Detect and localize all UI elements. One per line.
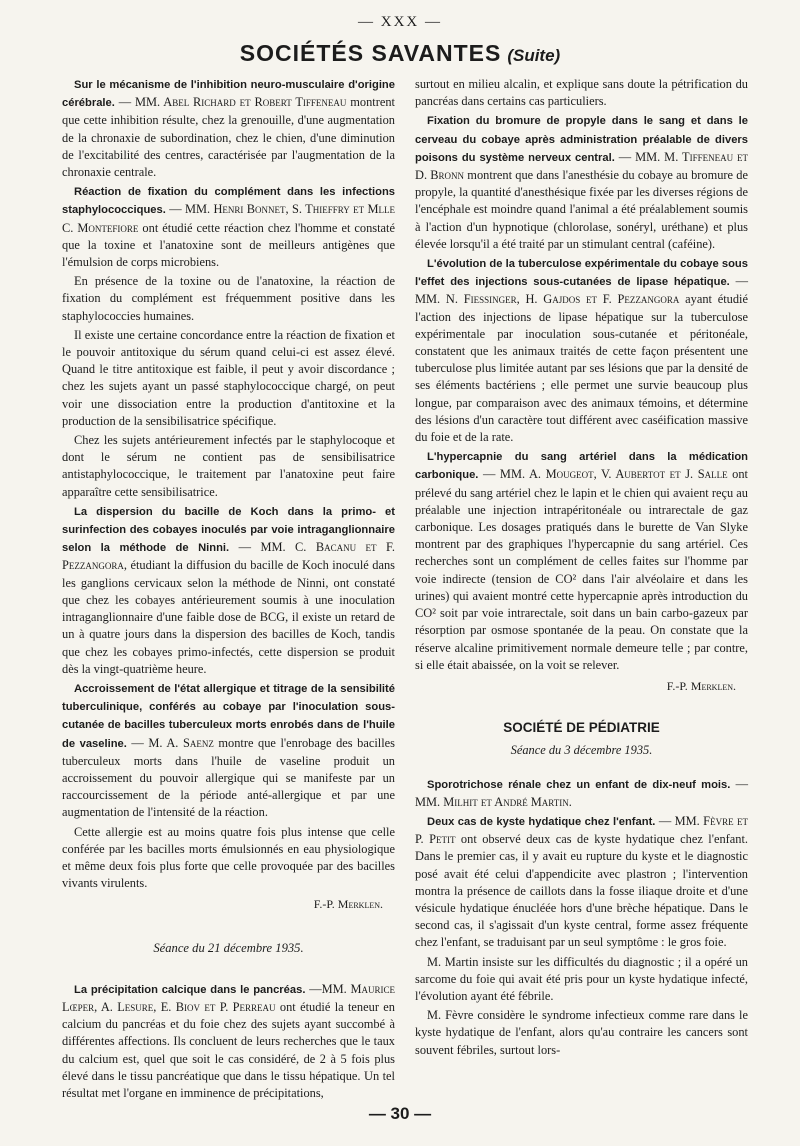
article-title: La précipitation calcique dans le pancréas.	[74, 983, 306, 996]
article-text: montre que l'enrobage des bacilles tuberculeux morts dans l'huile de vaseline produit un accroissement du pouvoir allergique qui se manifeste par un raccourcissement de la période anté-allergique et par une augmentation de l'intensité de la réaction.	[62, 735, 395, 820]
article-text: montrent que cette inhibition résulte, chez la grenouille, d'une augmentation de la chronaxie de subordination, chez le chien, d'une diminution de l'excitabilité des centres, caractérisée par l'augmentation de la chronaxie centrale.	[62, 95, 395, 180]
article-text: montrent que dans l'anesthésie du cobaye au bromure de propyle, la quantité d'anesthésique fixée par les diverses régions de l'encéphale est moindre quand l'animal a été préalablement soumis à l'action d'un hypnotique (chlorolase, sonéryl, uréthane) et plus élevée lorsqu'il a été traité par un stimulant central (caféine).	[415, 168, 748, 251]
article-authors: — MM. C. Bacanu et F. Pezzangora,	[62, 540, 396, 573]
article-complement	[62, 183, 395, 271]
article-text: ayant étudié l'action des injections de lipase hépatique sur la tuberculose expérimentale par inoculation sous-cutanée et péritonéale, constatent que les animaux traités de cette façon présentent une tuberculose plus limitée autant par ses lésions que par la densité de ses éléments bactériens ; elle permet une survie beaucoup plus longue, par comparaison avec des animaux témoins, et détermine des lésions d'un caractère tout différent avec caséification massive du foie et de la rate.	[415, 292, 748, 445]
society-title: SOCIÉTÉ DE PÉDIATRIE	[503, 720, 660, 736]
article-propyl-bromide	[415, 112, 748, 253]
article-pancreas-calcium	[62, 981, 395, 1102]
article-hypercapnia	[415, 448, 748, 674]
article-authors: — MM. Fèvre et P. Petit	[415, 813, 748, 847]
article-text: ont prélevé du sang artériel chez le lapin et le chien qui avaient reçu au préalable une injection intrapéritonéale ou intrarectale de gaz carbonique. Les dosages pratiqués dans le burette de Van Slyke montrent par des graphiques l'hypercapnie du sang artériel. Ces recherches sont un complément de celles faites sur l'homme par voie indirecte (tension de CO² dans l'air alvéolaire et dans les urines) qui avaient montré cette hypercapnie après introduction du CO² soit par voie intrarectale, soit dans un bain carbo-gazeux par résorption par osmose spontanée de la peau. On constate que la réserve alcaline primitivement normale demeure telle ; par contre, si elle était abaissée, on la voit se relever.	[415, 467, 748, 672]
article-text: ont observé deux cas de kyste hydatique chez l'enfant. Dans le premier cas, il y avait eu rupture du kyste et le diagnostic posé avait été celui d'appendicite avec plastron ; l'intervention montra la présence de caillots dans la fosse iliaque droite et d'une vésicule hydatique énucléée hors d'une brèche hépatique. Dans le second cas, il s'agissait d'un kyste central, forme assez fréquente chez l'enfant, se traduisant par un seul symptôme : le gros foie.	[415, 832, 749, 950]
article-authors: —MM. Maurice Lœper, A. Lesure, E. Biov et P. Perreau	[62, 981, 395, 1014]
right-column	[415, 76, 748, 1061]
article-lipase	[415, 255, 748, 446]
article-text: étudiant la diffusion du bacille de Koch inoculé dans les ganglions cervicaux selon la méthode de Ninni, ont constaté que chez les cobayes antérieurement soumis à une inoculation intraganglionnaire d'une faible dose de BCG, il existe un retard de un à quatre jours dans la dispersion des bacilles de Koch, tandis que chez les cobayes primo-infectés, cette dispersion se produit dès la vingt-quatrième heure.	[62, 558, 395, 676]
article-authors: — MM. Henri Bonnet, S. Thieffry et Mlle C. Montefiore	[62, 202, 395, 235]
article-title: L'hypercapnie du sang artériel dans la médication carbonique.	[415, 451, 748, 482]
article-title: Réaction de fixation du complément dans les infections staphylococciques.	[62, 186, 395, 217]
article-title: Fixation du bromure de propyle dans le sang et dans le cerveau du cobaye après administration préalable de divers poisons du système nerveux central.	[415, 115, 748, 164]
section-suffix: (Suite)	[507, 46, 561, 65]
article-sporotrichosis	[415, 776, 748, 811]
paragraph: Il existe une certaine concordance entre la réaction de fixation et le pouvoir antitoxique du sérum quand celui-ci est assez élevé. Quand le titre antitoxique est faible, il peut y avoir discordance ; chez les sujets ayant un passé staphylococcique chargé, on peut voir une dissociation entre la production d'antitoxine et la production de la sensibilisatrice spécifique.	[62, 327, 395, 428]
paragraph: En présence de la toxine ou de l'anatoxine, la réaction de fixation du complément est fréquemment positive dans les staphylococcies humaines.	[62, 274, 395, 323]
article-authors: — MM. N. Fiessinger, H. Gajdos et F. Pezzangora	[415, 274, 748, 307]
article-title: Sporotrichose rénale chez un enfant de dix-neuf mois.	[427, 778, 731, 791]
article-hydatid-cyst	[415, 813, 748, 952]
article-authors: — MM. Abel Richard et Robert Tiffeneau	[114, 95, 347, 110]
article-authors: — MM. M. Tiffeneau et D. Bronn	[415, 149, 749, 183]
article-text: ont étudié la teneur en calcium du pancréas et du foie chez des sujets ayant succombé à différentes affections. Ils concluent de leurs recherches que le taux du calcium est, quel que soit le cas considéré, de 2 à 5 fois plus élevé dans le tissu pancréatique que dans le tissu hépatique. Un tel résultat met l'organe en imminence de précipitations,	[62, 999, 395, 1100]
article-koch-dispersion	[62, 503, 395, 678]
paragraph: Cette allergie est au moins quatre fois plus intense que celle conférée par les bacilles morts émulsionnés en eau physiologique et même deux fois plus forte que celle provoquée par des bacilles vivants virulents.	[62, 824, 395, 891]
article-text: ont étudié cette réaction chez l'homme et constaté que la toxine et l'anatoxine sont de meilleurs antigènes que l'émulsion de corps microbiens.	[62, 220, 396, 270]
left-column	[62, 76, 395, 1104]
page-roman-numeral: — XXX —	[358, 14, 442, 30]
continued-paragraph: surtout en milieu alcalin, et explique sans doute la pétrification du pancréas dans certains cas particuliers.	[415, 77, 748, 109]
section-heading	[0, 40, 800, 67]
signature: F.-P. Merklen.	[666, 678, 736, 693]
article-title: Sur le mécanisme de l'inhibition neuro-musculaire d'origine cérébrale.	[62, 79, 395, 110]
article-title: La dispersion du bacille de Koch dans la primo- et surinfection des cobayes inoculés par voie intraganglionnaire selon la méthode de Ninni.	[62, 505, 395, 555]
article-allergy	[62, 680, 395, 822]
session-date: Séance du 21 décembre 1935.	[153, 940, 304, 955]
article-title: L'évolution de la tuberculose expérimentale du cobaye sous l'effet des injections sous-cutanées de lipase hépatique.	[415, 258, 748, 289]
paragraph: M. Martin insiste sur les difficultés du diagnostic ; il a opéré un sarcome du foie qui avait été pris pour un kyste hydatique infecté, l'évolution ayant été fébrile.	[415, 954, 748, 1003]
article-title: Accroissement de l'état allergique et titrage de la sensibilité tuberculinique, conférés au cobaye par l'inoculation sous-cutanée de bacilles tuberculeux morts enrobés dans de l'huile de vaseline.	[62, 682, 395, 750]
article-inhibition	[62, 76, 395, 181]
article-authors: — MM. A. Mougeot, V. Aubertot et J. Salle	[478, 467, 728, 482]
paragraph: M. Fèvre considère le syndrome infectieux comme rare dans le kyste hydatique de l'enfant, alors qu'au contraire les cancers sont souvent fébriles, surtout lors-	[415, 1008, 748, 1057]
session-date: Séance du 3 décembre 1935.	[510, 743, 653, 758]
section-title: SOCIÉTÉS SAVANTES	[239, 40, 502, 66]
signature: F.-P. Merklen.	[313, 897, 383, 912]
article-authors: — M. A. Saenz	[126, 735, 214, 750]
paragraph: Chez les sujets antérieurement infectés par le staphylocoque et dont le sérum ne contient pas de sensibilisatrice antistaphylococcique, le traitement par l'anatoxine peut faire apparaître cette sensibilisatrice.	[62, 433, 395, 499]
article-authors: — MM. Milhit et André Martin.	[415, 776, 748, 809]
article-title: Deux cas de kyste hydatique chez l'enfant.	[427, 815, 656, 828]
page-number: — 30 —	[368, 1104, 432, 1123]
